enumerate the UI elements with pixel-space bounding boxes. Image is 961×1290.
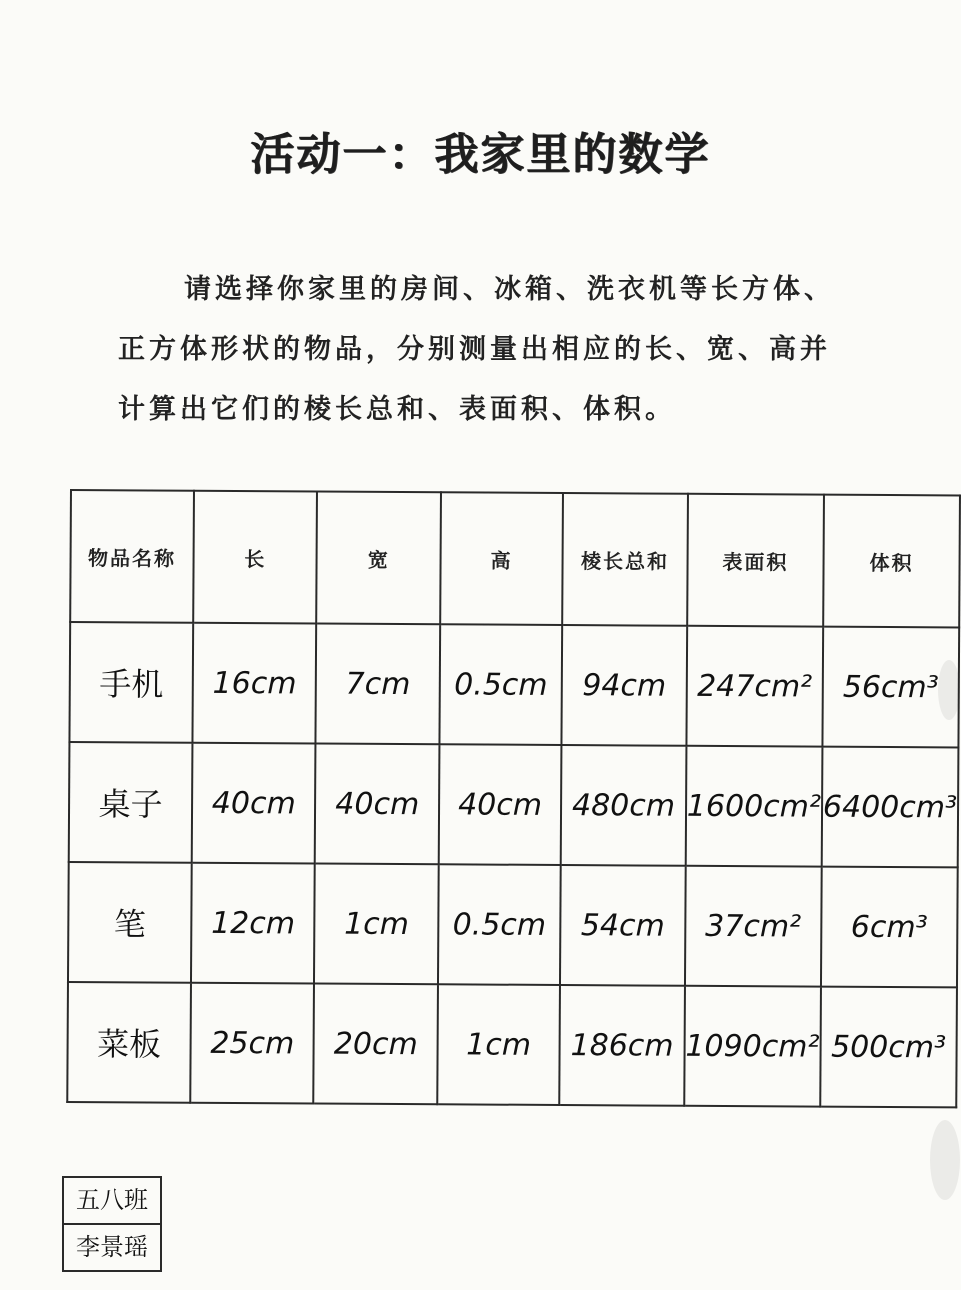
header-edge-total: 棱长总和: [562, 493, 687, 626]
header-height: 高: [440, 492, 563, 625]
table-row: [69, 622, 959, 747]
cell-item-name: 笔: [68, 862, 192, 983]
cell-volume: 6400cm³: [822, 747, 959, 868]
header-length: 长: [193, 491, 317, 624]
cell-volume: 6cm³: [821, 867, 958, 988]
cell-length: 16cm: [192, 623, 316, 744]
cell-surface-area: 247cm²: [686, 626, 823, 747]
cell-item-name: 手机: [69, 622, 193, 743]
cell-width: 20cm: [314, 984, 438, 1105]
cell-volume: 56cm³: [822, 627, 959, 748]
cell-width: 1cm: [314, 864, 438, 985]
cell-height: 0.5cm: [439, 624, 562, 745]
cell-edge-total: 186cm: [559, 985, 684, 1106]
cell-volume: 500cm³: [820, 987, 957, 1108]
cell-item-name: 桌子: [69, 742, 193, 863]
cell-surface-area: 1090cm²: [684, 986, 821, 1107]
worksheet-title: 活动一：我家里的数学: [250, 129, 711, 180]
cell-edge-total: 480cm: [561, 745, 686, 866]
cell-item-name: 菜板: [67, 982, 191, 1103]
table-row: [68, 862, 958, 987]
header-volume: 体积: [823, 495, 960, 628]
table-row: [67, 982, 957, 1107]
cell-edge-total: 54cm: [560, 865, 685, 986]
cell-length: 40cm: [192, 743, 316, 864]
cell-width: 40cm: [315, 744, 439, 865]
instructions-line: 正方体形状的物品，分别测量出相应的长、宽、高并: [118, 334, 831, 365]
cell-width: 7cm: [316, 624, 440, 745]
cell-surface-area: 1600cm²: [686, 746, 823, 867]
student-name: 李景瑶: [76, 1233, 148, 1261]
class-name: 五八班: [64, 1178, 160, 1225]
instructions-paragraph: [118, 260, 878, 440]
header-item-name: 物品名称: [70, 490, 194, 623]
cell-length: 12cm: [191, 863, 315, 984]
measurement-table: [66, 489, 961, 1108]
scan-smudge: [930, 1120, 960, 1200]
instructions-line: 计算出它们的棱长总和、表面积、体积。: [118, 394, 676, 425]
cell-height: 40cm: [439, 744, 562, 865]
header-width: 宽: [317, 492, 441, 625]
cell-height: 1cm: [437, 984, 560, 1105]
cell-height: 0.5cm: [438, 864, 561, 985]
table-header-row: [70, 490, 960, 627]
cell-surface-area: 37cm²: [685, 866, 822, 987]
student-label-box: [62, 1176, 162, 1272]
cell-edge-total: 94cm: [562, 625, 687, 746]
table-row: [69, 742, 959, 867]
header-surface-area: 表面积: [687, 494, 824, 627]
cell-length: 25cm: [190, 983, 314, 1104]
instructions-line: 请选择你家里的房间、冰箱、洗衣机等长方体、: [184, 274, 835, 305]
